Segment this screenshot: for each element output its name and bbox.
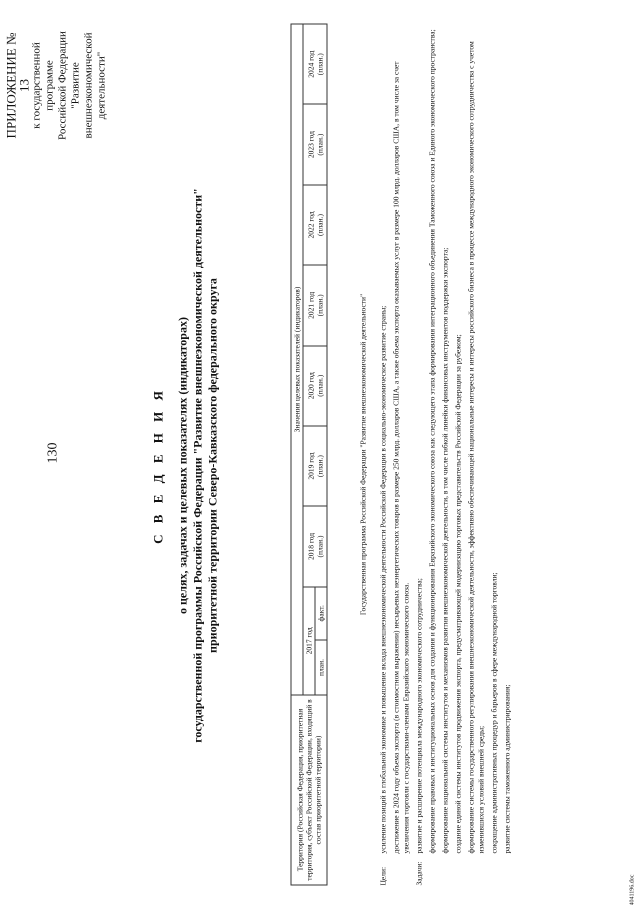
fact-subheader: факт.: [315, 586, 327, 639]
year-header: 2023 год (план.): [303, 104, 327, 184]
appendix-line: "Развитие внешнеэкономической: [69, 32, 94, 138]
goals-section: [378, 23, 414, 885]
document-heading: [150, 165, 220, 765]
plan-subheader: план.: [315, 640, 327, 695]
year-header: 2018 год (план.): [303, 506, 327, 586]
goal-text: усиление позиций в глобальной экономике и повышение вклада внешнеэкономической деятельности Российской Федерации в социально-экономическое развитие страны;: [378, 305, 387, 853]
year-header: 2022 год (план.): [303, 184, 327, 264]
task-text: формирование системы государственного регулирования внешнеэкономической деятельности, эффективно обеспечивающей национальные интересы и интересы российского бизнеса в процессе международного экономического сотрудничества с учетом изменившихся условий внешней среды;: [466, 40, 485, 853]
task-text: сокращение административных процедур и барьеров в сфере международной торговли;: [489, 571, 498, 853]
values-header: Значения целевых показателей (индикаторов): [291, 24, 303, 695]
year-header: 2019 год (план.): [303, 425, 327, 505]
appendix-line: деятельности": [95, 51, 107, 119]
goals-label: Цели:: [378, 866, 387, 885]
year-header: 2024 год (план.): [303, 24, 327, 104]
heading-line: о целях, задачах и целевых показателях (индикаторах): [175, 316, 189, 614]
task-text: создание единой системы институтов продвижения экспорта, предусматривающей модернизацию торговых представительств Российской Федерации за рубежом;: [453, 333, 462, 853]
page-number: 130: [45, 442, 60, 463]
task-text: формирование правовых и институциональных основ для создания и функционирования Евразийского экономического союза как следующего этапа формирования интеграционного объединения Таможенного союза и Единого экономического пространства;: [427, 28, 436, 853]
appendix-title: ПРИЛОЖЕНИЕ № 13: [3, 32, 31, 138]
task-text: развитие и расширение потенциала международного экономического сотрудничества;: [414, 577, 423, 853]
heading-title: С В Е Д Е Н И Я: [150, 386, 165, 544]
appendix-block: [4, 25, 108, 145]
task-text: формирование национальной системы институтов и механизмов развития внешнеэкономической деятельности, в том числе гибкой линейки финансовых инструментов поддержки экспорта;: [440, 247, 449, 853]
document-body: [358, 23, 515, 885]
year-header: 2021 год (план.): [303, 265, 327, 345]
goal-text: достижение в 2024 году объема экспорта (в стоимостном выражении) несырьевых неэнергетических товаров в размере 250 млрд. долларов США, а также объема экспорта оказываемых услуг в размере 100 млрд. долларов США, в том числе за счет увеличения торговли с государствами-членами Евразийского экономического союза.: [391, 60, 410, 853]
indicators-table: [290, 23, 327, 885]
territory-header: Территория (Российская Федерация, приоритетная территория, субъект Российской Федерации, входящий в состав приоритетной территории): [291, 695, 327, 885]
tasks-label: Задачи:: [414, 861, 423, 885]
program-title: Государственная программа Российской Федерации "Развитие внешнеэкономической деятельности": [358, 293, 367, 615]
appendix-line: к государственной программе: [30, 41, 55, 129]
tasks-section: [414, 23, 515, 885]
footer-code: 4041196.doc: [629, 874, 635, 905]
year-2017-header: 2017 год: [303, 586, 315, 694]
heading-line: государственной программы Российской Федерации "Развитие внешнеэкономической деятельности": [190, 187, 204, 743]
year-header: 2020 год (план.): [303, 345, 327, 425]
task-text: развитие системы таможенного администрирования;: [502, 684, 511, 853]
appendix-line: Российской Федерации: [56, 30, 68, 140]
heading-line: приоритетной территории Северо-Кавказского федерального округа: [205, 277, 219, 653]
